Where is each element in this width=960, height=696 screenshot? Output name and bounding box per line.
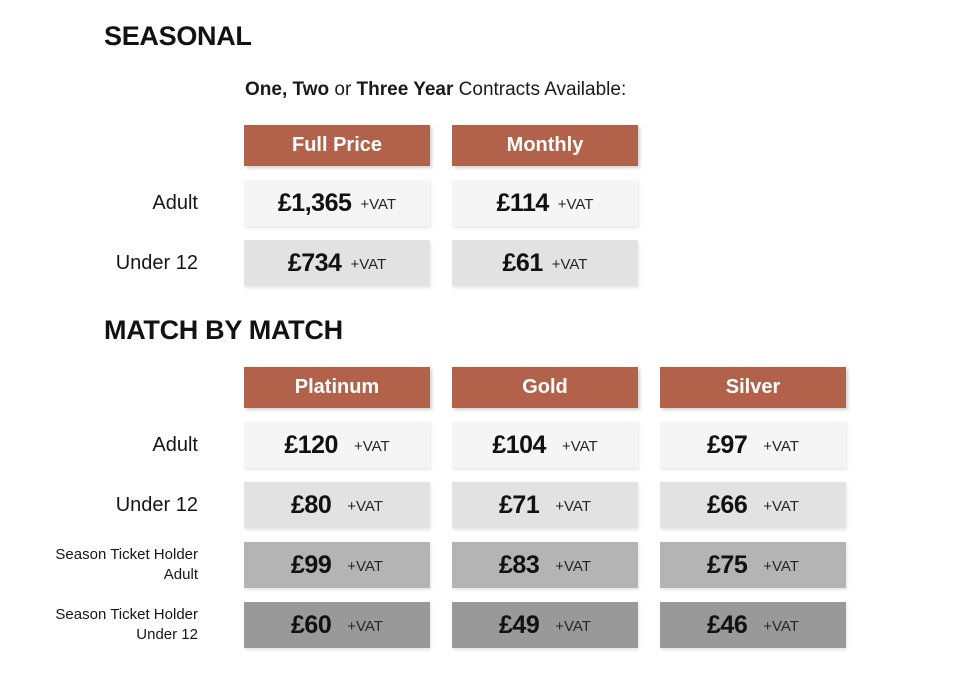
price-value: £60 [291,610,332,639]
price-cell [660,542,846,588]
column-header-platinum: Platinum [244,367,430,408]
price-cell [660,482,846,528]
price-cell [244,180,430,226]
subtitle-segment: Contracts Available: [453,79,627,100]
header-spacer [0,125,222,166]
row-label [0,602,222,648]
price-value: £97 [707,430,748,459]
vat-label: +VAT [360,195,397,213]
seasonal-title: SEASONAL [104,21,252,51]
row-label-line: Season Ticket Holder [55,546,198,563]
column-header-gold: Gold [452,367,638,408]
seasonal-pricing-table [0,125,960,286]
row-label-line: Adult [163,566,198,583]
vat-label: +VAT [347,617,383,635]
vat-label: +VAT [350,255,387,273]
price-value: £734 [287,248,342,277]
price-value: £99 [291,550,332,579]
vat-label: +VAT [763,617,799,635]
price-value: £83 [499,550,540,579]
vat-label: +VAT [763,437,799,455]
row-label-line: Season Ticket Holder [55,606,198,623]
price-value: £75 [707,550,748,579]
price-cell [244,422,430,468]
price-value: £49 [499,610,540,639]
vat-label: +VAT [555,497,591,515]
price-cell [244,482,430,528]
contracts-subtitle [245,78,960,102]
column-header-full-price: Full Price [244,125,430,166]
vat-label: +VAT [555,557,591,575]
vat-label: +VAT [347,497,383,515]
price-cell [452,240,638,286]
row-label [0,542,222,588]
price-value: £1,365 [277,188,352,217]
vat-label: +VAT [353,437,390,455]
vat-label: +VAT [561,437,598,455]
subtitle-segment: One, Two [245,79,330,100]
price-cell [452,180,638,226]
row-label-line: Under 12 [115,251,198,274]
vat-label: +VAT [347,557,383,575]
price-cell [244,602,430,648]
price-value: £46 [707,610,748,639]
row-label-line: Under 12 [115,493,198,516]
match-by-match-pricing-table [0,367,960,648]
price-value: £104 [492,430,546,459]
row-label [0,240,222,286]
row-label [0,482,222,528]
vat-label: +VAT [551,255,588,273]
price-value: £114 [496,188,549,217]
column-header-silver: Silver [660,367,846,408]
column-header-monthly: Monthly [452,125,638,166]
price-value: £120 [284,430,338,459]
price-cell [452,602,638,648]
subtitle-segment: Three Year [356,79,454,100]
subtitle-segment: or [329,79,357,100]
vat-label: +VAT [763,497,799,515]
price-cell [452,422,638,468]
price-value: £66 [707,490,748,519]
header-spacer [0,367,222,408]
row-label-line: Under 12 [136,626,198,643]
match-by-match-title: MATCH BY MATCH [104,315,343,345]
vat-label: +VAT [555,617,591,635]
price-cell [244,542,430,588]
price-cell [452,482,638,528]
price-value: £61 [502,248,543,277]
price-cell [660,422,846,468]
price-value: £71 [499,490,540,519]
price-value: £80 [291,490,332,519]
vat-label: +VAT [557,195,594,213]
price-cell [244,240,430,286]
row-label [0,180,222,226]
price-cell [660,602,846,648]
price-cell [452,542,638,588]
row-label-line: Adult [152,191,198,214]
row-label [0,422,222,468]
row-label-line: Adult [152,433,198,456]
vat-label: +VAT [763,557,799,575]
